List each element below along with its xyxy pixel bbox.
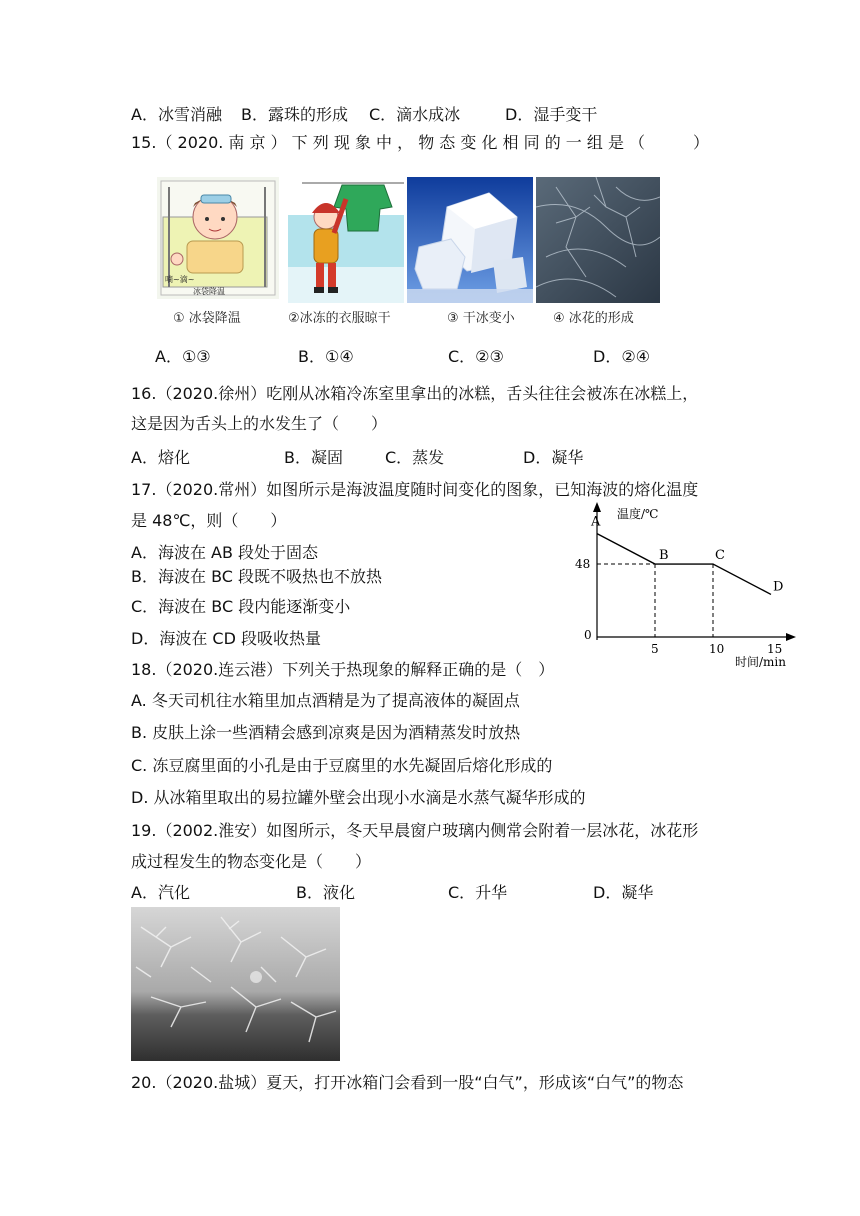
q16-option-d: D．凝华 [523,448,584,467]
q14-option-d: D．湿手变干 [505,105,598,124]
q15-stem: 15.（ 2020. 南 京 ） 下 列 现 象 中 ， 物 态 变 化 相 同 的 一 组 是 （ ） [131,133,710,152]
q15-option-a: A．①③ [155,347,211,366]
q19-option-a: A．汽化 [131,883,190,902]
q15-option-d: D．②④ [593,347,651,366]
q20-stem: 20.（2020.盐城）夏天，打开冰箱门会看到一股“白气”，形成该“白气”的物态 [131,1073,684,1092]
y-tick-label-48: 48 [575,557,591,572]
dry-ice-picture [407,177,533,303]
q16-stem-line-1: 16.（2020.徐州）吃刚从冰箱冷冻室里拿出的冰糕，舌头往往会被冻在冰糕上， [131,384,699,403]
q14-option-a: A．冰雪消融 [131,105,222,124]
q18-stem: 18.（2020.连云港）下列关于热现象的解释正确的是（ ） [131,660,555,679]
q15-option-c: C．②③ [448,347,504,366]
caption-4: ④ 冰花的形成 [553,311,634,326]
q16-stem-line-2: 这是因为舌头上的水发生了（ ） [131,414,388,433]
q15-option-b: B．①④ [298,347,354,366]
q19-option-b: B．液化 [296,883,355,902]
caption-1: ① 冰袋降温 [173,311,241,326]
q17-option-d: D．海波在 CD 段吸收热量 [131,629,321,648]
point-label-c: C [715,548,725,564]
q17-stem-line-1: 17.（2020.常州）如图所示是海波温度随时间变化的图象，已知海波的熔化温度 [131,480,699,499]
q18-option-b: B. 皮肤上涂一些酒精会感到凉爽是因为酒精蒸发时放热 [131,723,521,742]
q16-option-c: C．蒸发 [385,448,445,467]
q17-option-b: B．海波在 BC 段既不吸热也不放热 [131,567,383,586]
x-tick-label-5: 5 [651,642,659,656]
caption-2: ②冰冻的衣服晾干 [288,311,391,326]
q18-option-d: D. 从冰箱里取出的易拉罐外壁会出现小水滴是水蒸气凝华形成的 [131,788,586,807]
point-label-d: D [773,579,784,595]
caption-3: ③ 干冰变小 [447,311,515,326]
q17-stem-line-2: 是 48℃，则（ ） [131,511,287,530]
point-label-b: B [659,548,669,564]
q17-option-c: C．海波在 BC 段内能逐渐变小 [131,597,351,616]
x-axis-arrow [786,633,796,641]
x-tick-label-15: 15 [767,642,783,656]
window-frost-picture [131,907,340,1061]
q16-option-b: B．凝固 [284,448,343,467]
series-line [597,534,771,595]
x-axis-label: 时间/min [735,655,786,669]
y-axis-label: 温度/℃ [617,507,659,521]
frozen-clothes-picture [288,177,404,303]
q19-stem-line-1: 19.（2002.淮安）如图所示，冬天早晨窗户玻璃内侧常会附着一层冰花，冰花形 [131,821,699,840]
q19-option-d: D．凝华 [593,883,654,902]
q16-option-a: A．熔化 [131,448,190,467]
q19-option-c: C．升华 [448,883,508,902]
ice-bag-small-text-1: 嘀~滴~ [165,275,195,284]
q14-option-b: B．露珠的形成 [241,105,348,124]
ice-bag-small-text-2: 冰袋降温 [193,287,225,296]
ice-flower-picture [536,177,660,303]
q19-stem-line-2: 成过程发生的物态变化是（ ） [131,852,372,871]
q14-option-c: C．滴水成冰 [369,105,461,124]
q17-option-a: A．海波在 AB 段处于固态 [131,543,319,562]
origin-label: 0 [584,628,592,642]
y-axis-arrow [593,502,601,512]
q18-option-c: C. 冻豆腐里面的小孔是由于豆腐里的水先凝固后熔化形成的 [131,756,553,775]
temperature-time-chart [570,500,800,670]
point-label-a: A [591,514,601,530]
ice-bag-picture [157,177,279,299]
q18-option-a: A. 冬天司机往水箱里加点酒精是为了提高液体的凝固点 [131,691,520,710]
x-tick-label-10: 10 [709,642,725,656]
